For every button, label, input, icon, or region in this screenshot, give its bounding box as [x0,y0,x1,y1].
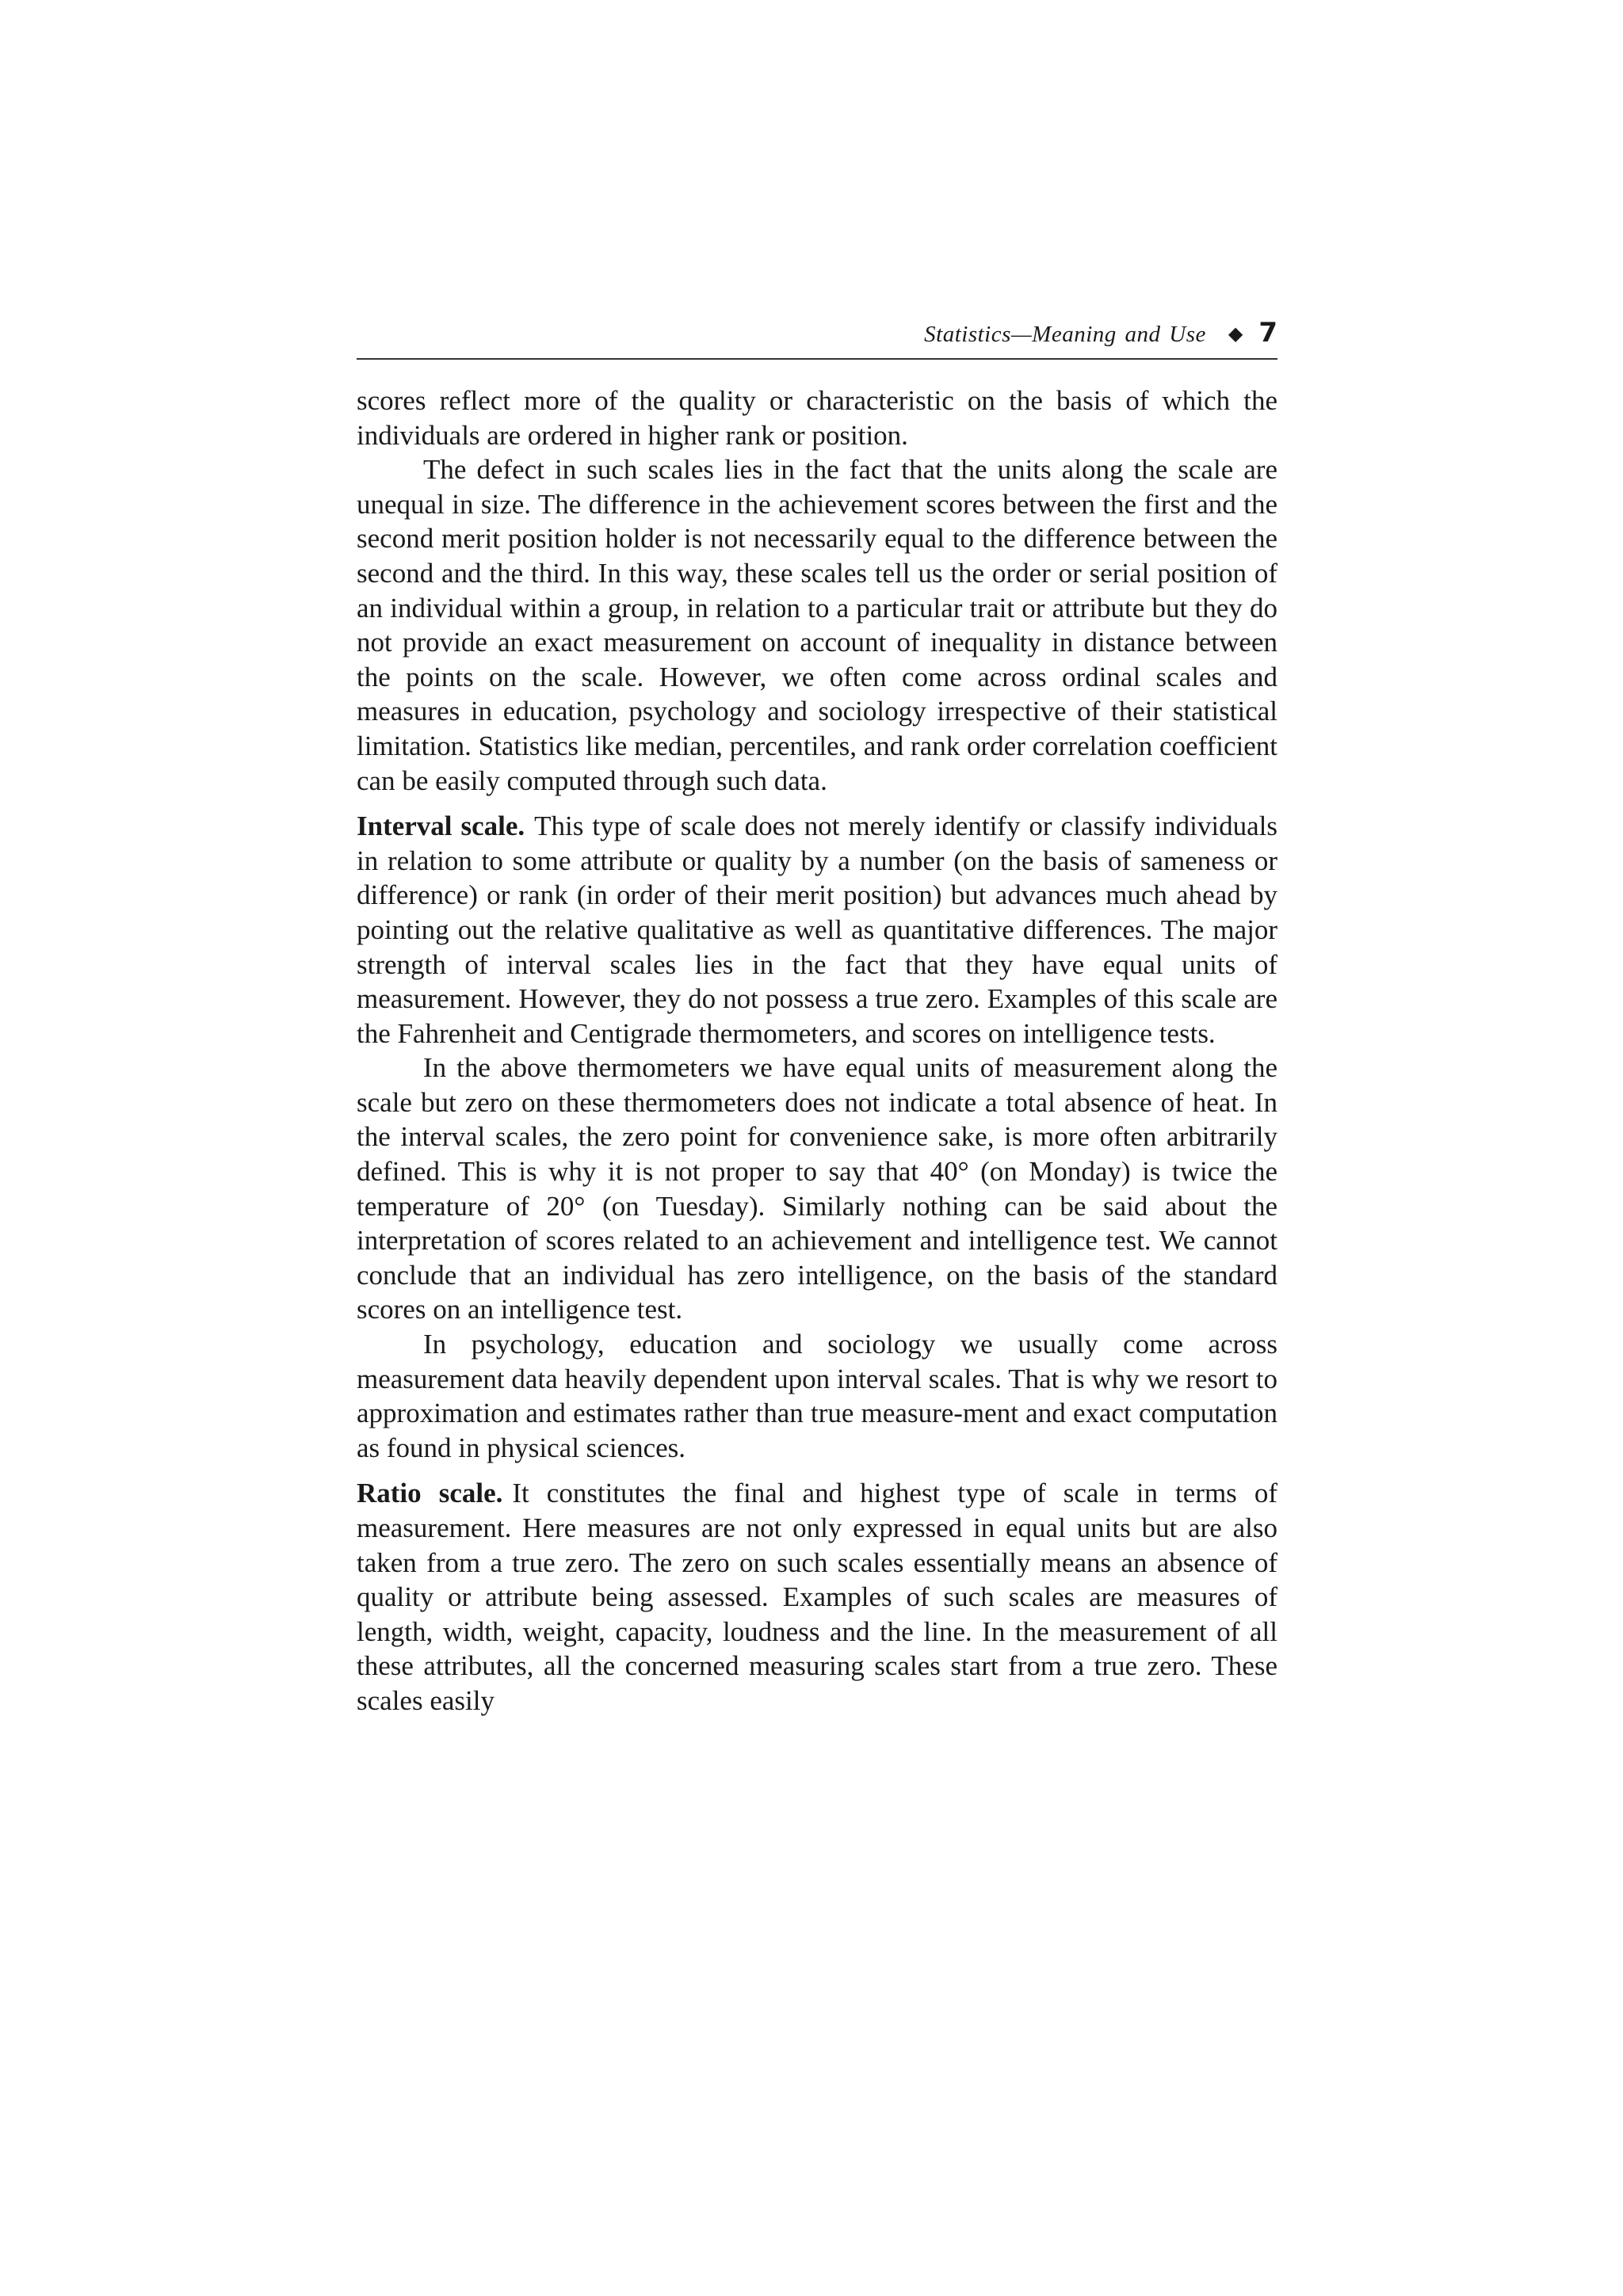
page-number: 7 [1258,317,1277,349]
paragraph-ordinal-continuation [357,383,1277,452]
paragraph-text: scores reflect more of the quality or characteristic on the basis of which the individuals are ordered in higher rank or position. [357,385,1277,451]
diamond-icon: ◆ [1228,322,1243,345]
paragraph-text: The defect in such scales lies in the fact that the units along the scale are unequal in size. The difference in the achievement scores between the first and the second merit position holder is not necessarily equal to the difference between the second and the third. In this way, these scales tell us the order or serial position of an individual within a group, in relation to a particular trait or attribute but they do not provide an exact measurement on account of inequality in distance between the points on the scale. However, we often come across ordinal scales and measures in education, psychology and sociology irrespective of their statistical limitation. Statistics like median, percentiles, and rank order correlation coefficient can be easily computed through such data. [357,454,1277,796]
section-heading-ratio-scale: Ratio scale. [357,1478,503,1509]
paragraph-text: In psychology, education and sociology we usually come across measurement data heavily dependent upon interval scales. That is why we resort to approximation and estimates rather than true measure-ment and exact computation as found in physical sciences. [357,1329,1277,1463]
paragraph-ratio-scale [357,1476,1277,1718]
paragraph-thermometers [357,1051,1277,1327]
running-header [357,317,1277,360]
book-page [357,317,1277,1718]
paragraph-psychology-education [357,1327,1277,1465]
body-text [357,383,1277,1718]
paragraph-interval-scale [357,809,1277,1051]
running-title: Statistics—Meaning and Use [924,322,1206,347]
paragraph-text: It constitutes the final and highest type of scale in terms of measurement. Here measures are not only expressed in equal units but are also taken from a true zero. The zero on such scales essentially means an absence of quality or attribute being assessed. Examples of such scales are measures of length, width, weight, capacity, loudness and the line. In the measurement of all these attributes, all the concerned measuring scales start from a true zero. These scales easily [357,1478,1277,1716]
paragraph-text: In the above thermometers we have equal units of measurement along the scale but zero on these thermometers does not indicate a total absence of heat. In the interval scales, the zero point for convenience sake, is more often arbitrarily defined. This is why it is not proper to say that 40° (on Monday) is twice the temperature of 20° (on Tuesday). Similarly nothing can be said about the interpretation of scores related to an achievement and intelligence test. We cannot conclude that an individual has zero intelligence, on the basis of the standard scores on an intelligence test. [357,1052,1277,1325]
paragraph-ordinal-defect [357,452,1277,798]
section-heading-interval-scale: Interval scale. [357,810,525,842]
paragraph-text: This type of scale does not merely identify or classify individuals in relation to some attribute or quality by a number (on the basis of sameness or difference) or rank (in order of their merit position) but advances much ahead by pointing out the relative qualitative as well as quantitative differences. The major strength of interval scales lies in the fact that they have equal units of measurement. However, they do not possess a true zero. Examples of this scale are the Fahrenheit and Centigrade thermometers, and scores on intelligence tests. [357,810,1277,1049]
